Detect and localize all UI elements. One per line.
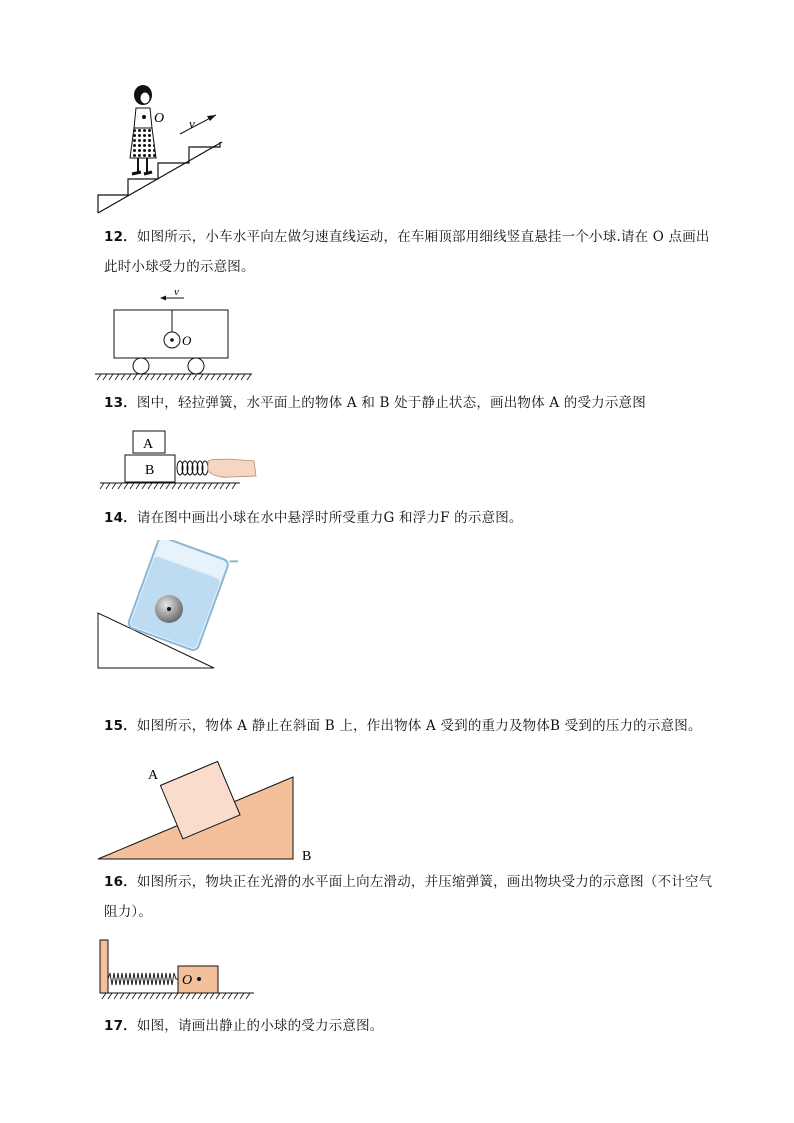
cart-figure: [92, 285, 262, 385]
spring: [108, 973, 178, 985]
block-a-label: A: [143, 437, 154, 452]
person-figure: [130, 85, 156, 174]
point-o-marker: [142, 115, 146, 119]
wall: [100, 940, 108, 993]
cart-velocity-label: v: [174, 286, 179, 298]
question-12: 12．如图所示，小车水平向左做匀速直线运动，在车厢顶部用细线竖直悬挂一个小球.请在 O 点画出此时小球受力的示意图。: [104, 229, 710, 275]
wheel-left: [133, 358, 149, 374]
ball-center: [170, 338, 174, 342]
incline-figure: [92, 752, 332, 867]
slide-point-label: O: [182, 973, 193, 988]
slide-figure: [92, 935, 262, 1005]
question-13: 13．图中，轻拉弹簧，水平面上的物体 A 和 B 处于静止状态，画出物体 A 的受力示意图: [104, 395, 646, 411]
escalator-figure: [92, 78, 232, 218]
point-o-marker: [197, 977, 201, 981]
escalator-steps: [98, 142, 222, 213]
cart-point-label: O: [182, 333, 192, 348]
question-15: 15．如图所示，物体 A 静止在斜面 B 上，作出物体 A 受到的重力及物体B 受到的压力的示意图。: [104, 718, 702, 734]
hand-icon: [208, 459, 256, 477]
question-16: 16．如图所示，物块正在光滑的水平面上向左滑动，并压缩弹簧，画出物块受力的示意图（不计空气阻力）。: [104, 874, 713, 920]
block-b-label: B: [145, 463, 155, 478]
spring: [177, 461, 208, 475]
ground-hatch: [97, 374, 251, 380]
incline-b-label: B: [302, 849, 312, 864]
question-14: 14．请在图中画出小球在水中悬浮时所受重力G 和浮力F 的示意图。: [104, 510, 523, 526]
ground-hatch: [102, 993, 250, 999]
escalator-velocity-label: v: [189, 116, 195, 131]
question-17: 17．如图，请画出静止的小球的受力示意图。: [104, 1018, 384, 1034]
cart-velocity-arrow-head: [160, 296, 166, 301]
beaker-figure: [92, 540, 242, 675]
block-a-label: A: [148, 768, 159, 783]
escalator-point-label: O: [154, 111, 165, 126]
ground-hatch: [100, 483, 236, 489]
ball-center: [167, 607, 171, 611]
wheel-right: [188, 358, 204, 374]
velocity-arrow-head: [207, 115, 216, 121]
blocks-figure: [92, 425, 272, 495]
